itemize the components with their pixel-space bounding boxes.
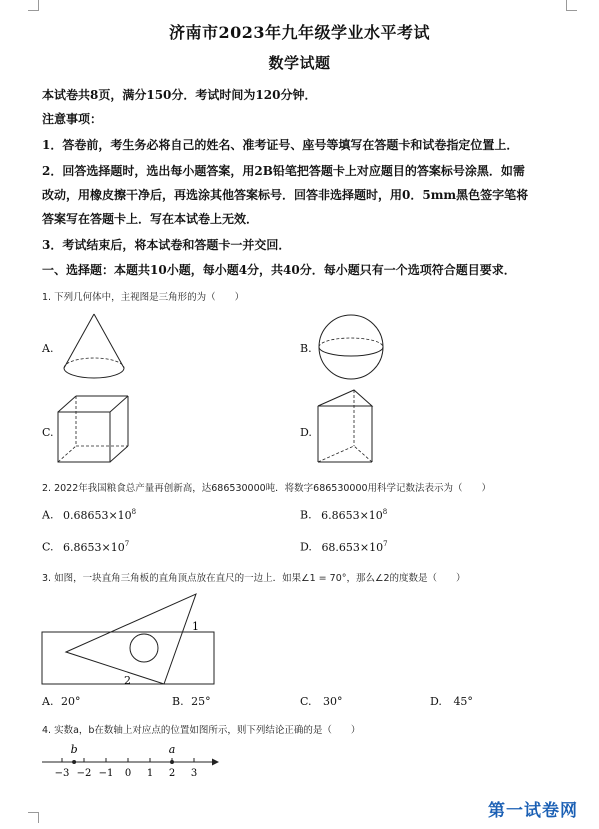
rule-1: 1．答卷前，考生务必将自己的姓名、准考证号、座号等填写在答题卡和试卷指定位置上． [42,138,519,152]
question-3-stem: 3. 如图，一块直角三角板的直角顶点放在直尺的一边上．如果∠1 = 70°，那么∠2的度数是（ ） [42,573,466,584]
q2-option-b [300,508,387,522]
q2-option-a-exp: 8 [131,508,137,516]
number-line-tick-label: −3 [54,768,70,779]
notice-title: 注意事项： [42,112,103,126]
q2-option-a [42,508,136,522]
q3-option-c-text: 30° [323,695,343,708]
set-square-hole [130,634,158,662]
q2-option-c-label: C. [42,540,54,554]
crop-mark-bottom-left [28,812,39,823]
ruler-triangle-figure [40,590,220,690]
q3-option-c [300,695,343,708]
number-line-tick-label: 1 [146,768,154,779]
q1-option-a-label: A. [42,342,54,355]
q2-option-d-text: 68.653×10 [321,540,384,554]
q3-option-b-text: 25° [191,695,211,708]
rule-2a: 2．回答选择题时，选出每小题答案，用2B铅笔把答题卡上对应题目的答案标号涂黑．如需 [42,164,525,178]
number-line-tick-label: 2 [168,768,176,779]
q2-option-d-exp: 7 [383,540,388,548]
q2-option-a-text: 0.68653×10 [62,508,132,522]
number-line-arrow [212,759,219,766]
q3-option-d-text: 45° [453,695,473,708]
q2-option-b-text: 6.8653×10 [321,508,383,522]
q2-option-c-text: 6.8653×10 [63,540,125,554]
q1-option-c-label: C. [42,426,54,439]
q3-option-b [172,695,211,708]
question-2-stem: 2. 2022年我国粮食总产量再创新高，达686530000吨．将数字686530000用科学记数法表示为（ ） [42,483,492,494]
section-1-heading: 一、选择题：本题共10小题，每小题4分，共40分．每小题只有一个选项符合题目要求． [42,263,516,277]
number-line-point-a [170,760,174,764]
number-line-tick-label: −1 [98,768,114,779]
number-line-point-b [72,760,76,764]
q2-option-b-label: B. [300,508,312,522]
cone-icon [60,310,140,390]
q3-option-a [42,695,80,708]
question-1-stem: 1. 下列几何体中，主视图是三角形的为（ ） [42,292,245,303]
number-line-point-b-label: b [70,743,78,756]
rule-2b: 改动，用橡皮擦干净后，再选涂其他答案标号．回答非选择题时，用0．5mm黑色签字笔将 [42,188,529,202]
q3-option-a-label: A. [42,695,54,708]
q3-option-d-label: D. [430,695,442,708]
crop-mark-top-right [566,0,577,11]
q2-option-c [42,540,129,554]
cube-icon [56,394,136,469]
q3-option-c-label: C. [300,695,312,708]
rule-3: 3．考试结束后，将本试卷和答题卡一并交回． [42,238,291,252]
rule-2c: 答案写在答题卡上．写在本试卷上无效． [42,212,259,226]
number-line-figure [40,742,220,782]
q2-option-d-label: D. [300,540,312,554]
number-line-tick-label: 0 [124,768,132,779]
q3-option-d [430,695,473,708]
q2-option-d [300,540,388,554]
q2-option-b-exp: 8 [382,508,388,516]
set-square-shape [66,594,196,684]
exam-info: 本试卷共8页，满分150分．考试时间为120分钟． [42,88,317,102]
sphere-icon [316,312,396,392]
q2-option-a-label: A. [42,508,54,522]
crop-mark-top-left [28,0,39,11]
q1-option-d-label: D. [300,426,312,439]
question-4-stem: 4. 实数a，b在数轴上对应点的位置如图所示，则下列结论正确的是（ ） [42,725,361,736]
q3-option-a-text: 20° [60,695,81,708]
number-line-tick-label: 3 [190,768,198,779]
angle-2-label: 2 [124,674,131,687]
triangular-prism-icon [316,388,396,468]
q3-option-b-label: B. [172,695,184,708]
q2-option-c-exp: 7 [124,540,130,548]
angle-1-label: 1 [192,620,199,633]
exam-subtitle: 数学试题 [268,54,331,72]
number-line-tick-label: −2 [76,768,92,779]
q1-option-b-label: B. [300,342,312,355]
exam-title: 济南市2023年九年级学业水平考试 [168,23,431,42]
number-line-point-a-label: a [168,743,176,756]
watermark-logo: 第一试卷网 [488,801,578,821]
